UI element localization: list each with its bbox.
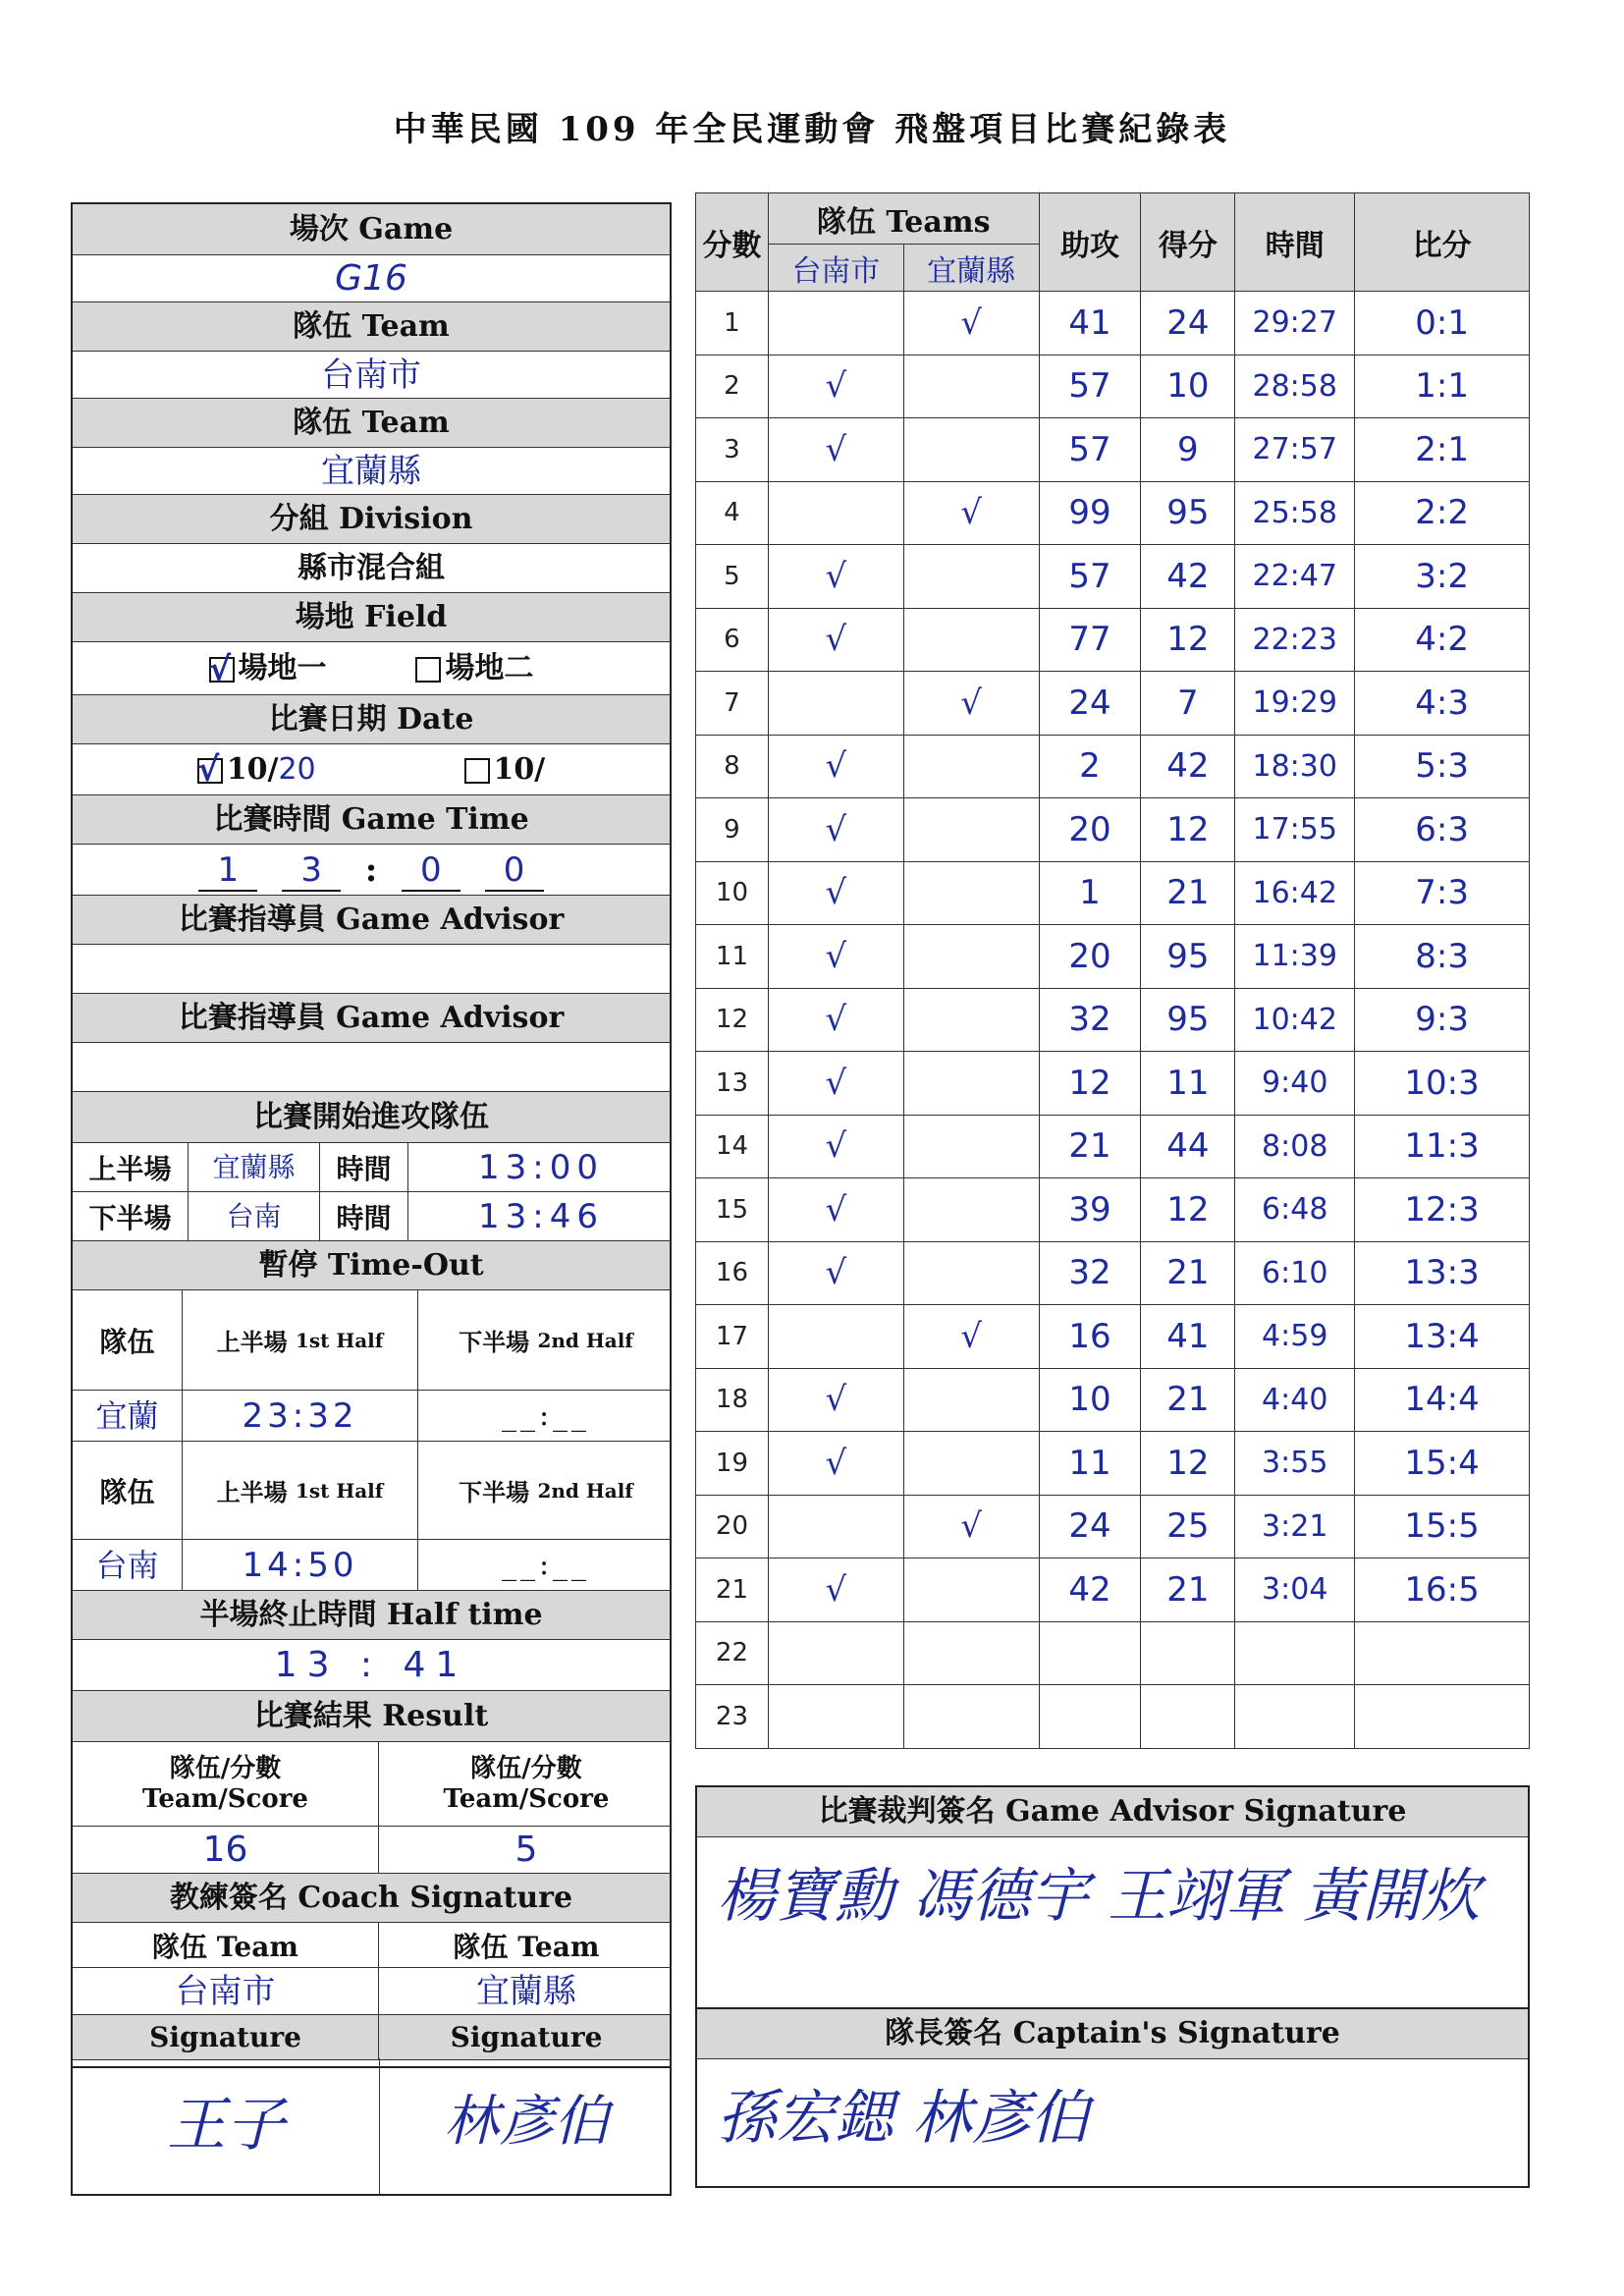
second-half-time-label: 時間 (320, 1192, 408, 1240)
time-cell[interactable]: 25:58 (1235, 481, 1355, 545)
goal-cell[interactable]: 41 (1141, 1305, 1235, 1369)
point-no: 19 (696, 1432, 769, 1496)
goal-cell[interactable]: 12 (1141, 1178, 1235, 1242)
score-cell[interactable]: 1:1 (1355, 355, 1530, 418)
assist-cell[interactable]: 32 (1039, 988, 1141, 1052)
time-cell[interactable]: 4:40 (1235, 1368, 1355, 1432)
table-row (696, 988, 1530, 1052)
goal-cell[interactable]: 21 (1141, 861, 1235, 925)
point-no: 9 (696, 798, 769, 862)
team-a-mark[interactable]: √ (768, 608, 903, 672)
score-cell[interactable]: 13:4 (1355, 1305, 1530, 1369)
coach-signature-box (71, 2058, 672, 2196)
signature-header-row (73, 2015, 670, 2060)
assist-cell[interactable]: 11 (1039, 1432, 1141, 1496)
assist-cell[interactable]: 16 (1039, 1305, 1141, 1369)
first-half-row (73, 1143, 670, 1192)
second-half-time[interactable]: 13:46 (478, 1197, 604, 1236)
team-a-mark[interactable]: √ (768, 1241, 903, 1305)
result-score2[interactable]: 5 (514, 1830, 538, 1870)
timeout-second-half: 下半場 2nd Half (459, 1328, 633, 1356)
time-cell[interactable]: 19:29 (1235, 672, 1355, 736)
goal-cell[interactable]: 12 (1141, 1432, 1235, 1496)
team-b-mark[interactable] (903, 1621, 1039, 1685)
score-cell[interactable] (1355, 1685, 1530, 1749)
team-a-mark[interactable]: √ (768, 1558, 903, 1622)
table-row (696, 1621, 1530, 1685)
team-a-mark[interactable] (768, 292, 903, 355)
team-a-mark[interactable]: √ (768, 1368, 903, 1432)
result-score1[interactable]: 16 (73, 1827, 379, 1873)
score-cell[interactable]: 8:3 (1355, 925, 1530, 989)
coach-team1-label: 隊伍 Team (73, 1923, 379, 1967)
goal-cell[interactable]: 95 (1141, 925, 1235, 989)
timeout-first-half: 上半場 1st Half (183, 1442, 418, 1539)
time-cell[interactable]: 16:42 (1235, 861, 1355, 925)
col-team-a: 台南市 (768, 245, 903, 292)
advisor2-label: 比賽指導員 Game Advisor (73, 994, 670, 1043)
goal-cell[interactable]: 42 (1141, 735, 1235, 798)
timeout2-second[interactable]: __:__ (501, 1548, 591, 1582)
assist-cell[interactable]: 12 (1039, 1052, 1141, 1116)
time-cell[interactable] (1235, 1685, 1355, 1749)
team-a-mark[interactable] (768, 1495, 903, 1558)
team-a-mark[interactable]: √ (768, 1178, 903, 1242)
team-a-mark[interactable]: √ (768, 925, 903, 989)
check-icon: √ (208, 650, 232, 689)
point-no: 10 (696, 861, 769, 925)
team-b-mark[interactable] (903, 988, 1039, 1052)
timeout-team-label: 隊伍 (73, 1442, 183, 1539)
point-no: 1 (696, 292, 769, 355)
table-row (696, 481, 1530, 545)
team-b-mark[interactable] (903, 925, 1039, 989)
assist-cell[interactable]: 24 (1039, 1495, 1141, 1558)
goal-cell[interactable]: 10 (1141, 355, 1235, 418)
goal-cell[interactable] (1141, 1685, 1235, 1749)
date-opt1-checkbox[interactable]: √ 10/20 (197, 752, 316, 787)
score-cell[interactable] (1355, 1621, 1530, 1685)
assist-cell[interactable]: 20 (1039, 925, 1141, 989)
goal-cell[interactable]: 25 (1141, 1495, 1235, 1558)
table-row (696, 1558, 1530, 1622)
halftime-value[interactable]: 13 : 41 (73, 1640, 670, 1691)
timeout1-team[interactable]: 宜蘭 (73, 1391, 183, 1441)
time-cell[interactable]: 6:10 (1235, 1241, 1355, 1305)
time-cell[interactable]: 29:27 (1235, 292, 1355, 355)
goal-cell[interactable]: 9 (1141, 418, 1235, 482)
time-cell[interactable]: 28:58 (1235, 355, 1355, 418)
team-a-mark[interactable] (768, 1305, 903, 1369)
timeout1-first[interactable]: 23:32 (183, 1391, 418, 1441)
signature-label-2: Signature (450, 2021, 603, 2053)
table-row (696, 861, 1530, 925)
goal-cell[interactable]: 95 (1141, 988, 1235, 1052)
team-b-mark[interactable] (903, 545, 1039, 609)
team-b-mark[interactable] (903, 1685, 1039, 1749)
team-a-mark[interactable]: √ (768, 1052, 903, 1116)
advisor1-label: 比賽指導員 Game Advisor (73, 896, 670, 945)
col-time: 時間 (1235, 193, 1355, 292)
time-cell[interactable]: 4:59 (1235, 1305, 1355, 1369)
point-no: 16 (696, 1241, 769, 1305)
time-cell[interactable]: 3:55 (1235, 1432, 1355, 1496)
coach-team2-label: 隊伍 Team (453, 1930, 600, 1963)
table-row (696, 1368, 1530, 1432)
advisor1-value[interactable] (73, 945, 670, 994)
table-row (696, 798, 1530, 862)
assist-cell[interactable]: 32 (1039, 1241, 1141, 1305)
timeout2-team[interactable]: 台南 (73, 1540, 183, 1590)
match-info-panel (71, 202, 672, 2068)
goal-cell[interactable]: 21 (1141, 1241, 1235, 1305)
coach-signature-1[interactable]: 王子 (167, 2091, 285, 2159)
referee-signatures[interactable]: 楊寶勳 馮德宇 王翊軍 黃開炊 (717, 1862, 1481, 1931)
goal-cell[interactable] (1141, 1621, 1235, 1685)
assist-cell[interactable]: 77 (1039, 608, 1141, 672)
team1-label: 隊伍 Team (73, 302, 670, 352)
score-cell[interactable]: 7:3 (1355, 861, 1530, 925)
coach-team-header-row (73, 1923, 670, 1968)
col-assist: 助攻 (1039, 193, 1141, 292)
goal-cell[interactable]: 42 (1141, 545, 1235, 609)
checkbox-checked[interactable] (196, 750, 223, 790)
assist-cell[interactable]: 41 (1039, 292, 1141, 355)
table-row (696, 1432, 1530, 1496)
result-score-row (73, 1827, 670, 1874)
goal-cell[interactable]: 95 (1141, 481, 1235, 545)
score-cell[interactable]: 10:3 (1355, 1052, 1530, 1116)
score-cell[interactable]: 15:4 (1355, 1432, 1530, 1496)
col-point-no: 分數 (696, 193, 769, 292)
timeout-second-half: 下半場 2nd Half (459, 1478, 633, 1506)
team-b-mark[interactable] (903, 355, 1039, 418)
time-cell[interactable]: 22:47 (1235, 545, 1355, 609)
time-cell[interactable] (1235, 1621, 1355, 1685)
assist-cell[interactable]: 21 (1039, 1115, 1141, 1178)
checkbox-empty[interactable] (415, 657, 441, 683)
score-cell[interactable]: 15:5 (1355, 1495, 1530, 1558)
time-cell[interactable]: 3:04 (1235, 1558, 1355, 1622)
team-a-mark[interactable]: √ (768, 1432, 903, 1496)
team-a-mark[interactable]: √ (768, 1115, 903, 1178)
team-b-mark[interactable]: √ (903, 292, 1039, 355)
coach-team1-value[interactable]: 台南市 (73, 1968, 379, 2014)
point-no: 7 (696, 672, 769, 736)
score-cell[interactable]: 5:3 (1355, 735, 1530, 798)
point-no: 13 (696, 1052, 769, 1116)
assist-cell[interactable] (1039, 1685, 1141, 1749)
first-half-time[interactable]: 13:00 (478, 1148, 604, 1187)
time-cell[interactable]: 6:48 (1235, 1178, 1355, 1242)
score-table (695, 192, 1530, 1749)
col-score: 比分 (1355, 193, 1530, 292)
field-opt2-checkbox[interactable]: 場地二 (415, 651, 533, 685)
team-b-mark[interactable] (903, 1241, 1039, 1305)
division-label: 分組 Division (73, 495, 670, 544)
score-cell[interactable]: 3:2 (1355, 545, 1530, 609)
field-label: 場地 Field (73, 593, 670, 642)
score-cell[interactable]: 14:4 (1355, 1368, 1530, 1432)
point-no: 23 (696, 1685, 769, 1749)
team-b-mark[interactable] (903, 798, 1039, 862)
goal-cell[interactable]: 21 (1141, 1368, 1235, 1432)
table-row (696, 672, 1530, 736)
assist-cell[interactable]: 24 (1039, 672, 1141, 736)
assist-cell[interactable]: 57 (1039, 355, 1141, 418)
team-b-mark[interactable] (903, 735, 1039, 798)
point-no: 14 (696, 1115, 769, 1178)
time-cell[interactable]: 17:55 (1235, 798, 1355, 862)
score-cell[interactable]: 11:3 (1355, 1115, 1530, 1178)
table-row (696, 1495, 1530, 1558)
table-row (696, 355, 1530, 418)
score-cell[interactable]: 2:2 (1355, 481, 1530, 545)
second-half-row (73, 1192, 670, 1241)
table-row (696, 1178, 1530, 1242)
table-row (696, 1115, 1530, 1178)
team-b-mark[interactable] (903, 1368, 1039, 1432)
checkbox-empty[interactable] (464, 758, 490, 784)
point-no: 4 (696, 481, 769, 545)
assist-cell[interactable]: 57 (1039, 418, 1141, 482)
assist-cell[interactable]: 42 (1039, 1558, 1141, 1622)
game-time-value[interactable]: 1 3 : 0 0 (73, 845, 670, 896)
halftime-label: 半場終止時間 Half time (73, 1591, 670, 1640)
table-row (696, 1305, 1530, 1369)
goal-cell[interactable]: 11 (1141, 1052, 1235, 1116)
goal-cell[interactable]: 24 (1141, 292, 1235, 355)
team-b-mark[interactable]: √ (903, 1305, 1039, 1369)
time-cell[interactable]: 11:39 (1235, 925, 1355, 989)
captain-signatures[interactable]: 孫宏鍶 林彥伯 (717, 2084, 1090, 2153)
timeout-team-label: 隊伍 (73, 1290, 183, 1390)
field-options (73, 642, 670, 695)
point-no: 22 (696, 1621, 769, 1685)
check-icon: √ (196, 750, 220, 790)
checkbox-checked[interactable] (208, 650, 235, 689)
col-team-b: 宜蘭縣 (903, 245, 1039, 292)
point-no: 3 (696, 418, 769, 482)
field-opt1-checkbox[interactable]: √ 場地一 (209, 651, 327, 685)
goal-cell[interactable]: 44 (1141, 1115, 1235, 1178)
table-row (696, 292, 1530, 355)
assist-cell[interactable]: 2 (1039, 735, 1141, 798)
score-cell[interactable]: 16:5 (1355, 1558, 1530, 1622)
score-cell[interactable]: 4:3 (1355, 672, 1530, 736)
col-goal: 得分 (1141, 193, 1235, 292)
point-no: 6 (696, 608, 769, 672)
assist-cell[interactable]: 39 (1039, 1178, 1141, 1242)
score-cell[interactable]: 2:1 (1355, 418, 1530, 482)
point-no: 18 (696, 1368, 769, 1432)
team-a-mark[interactable] (768, 1685, 903, 1749)
referee-signature-box (695, 1785, 1530, 2009)
game-label: 場次 Game (73, 204, 670, 255)
time-cell[interactable]: 27:57 (1235, 418, 1355, 482)
signature-label-1: Signature (73, 2015, 379, 2059)
first-half-time-label: 時間 (320, 1143, 408, 1191)
table-row (696, 418, 1530, 482)
result-header-row (73, 1742, 670, 1827)
table-row (696, 545, 1530, 609)
score-cell[interactable]: 9:3 (1355, 988, 1530, 1052)
goal-cell[interactable]: 7 (1141, 672, 1235, 736)
team-a-mark[interactable]: √ (768, 545, 903, 609)
coach-signature-2[interactable]: 林彥伯 (444, 2090, 609, 2154)
assist-cell[interactable]: 57 (1039, 545, 1141, 609)
team-a-mark[interactable] (768, 672, 903, 736)
time-cell[interactable]: 9:40 (1235, 1052, 1355, 1116)
assist-cell[interactable]: 10 (1039, 1368, 1141, 1432)
coach-team-value-row (73, 1968, 670, 2015)
captain-signature-label: 隊長簽名 Captain's Signature (697, 2009, 1528, 2059)
date-label: 比賽日期 Date (73, 695, 670, 744)
point-no: 21 (696, 1558, 769, 1622)
table-row (696, 1241, 1530, 1305)
assist-cell[interactable]: 1 (1039, 861, 1141, 925)
team2-label: 隊伍 Team (73, 399, 670, 448)
game-time-label: 比賽時間 Game Time (73, 795, 670, 845)
team-a-mark[interactable]: √ (768, 355, 903, 418)
assist-cell[interactable] (1039, 1621, 1141, 1685)
referee-signature-label: 比賽裁判簽名 Game Advisor Signature (697, 1787, 1528, 1837)
point-no: 17 (696, 1305, 769, 1369)
point-no: 2 (696, 355, 769, 418)
table-row (696, 1052, 1530, 1116)
team2-value[interactable]: 宜蘭縣 (73, 448, 670, 495)
game-value[interactable]: G16 (73, 255, 670, 302)
timeout-label: 暫停 Time-Out (73, 1241, 670, 1290)
team-a-mark[interactable] (768, 1621, 903, 1685)
team-b-mark[interactable] (903, 1558, 1039, 1622)
team-a-mark[interactable]: √ (768, 418, 903, 482)
team-a-mark[interactable]: √ (768, 861, 903, 925)
form-title: 中華民國 109 年全民運動會 飛盤項目比賽紀錄表 (393, 110, 1231, 149)
col-teams: 隊伍 Teams (768, 193, 1039, 245)
score-cell[interactable]: 12:3 (1355, 1178, 1530, 1242)
goal-cell[interactable]: 12 (1141, 798, 1235, 862)
team-b-mark[interactable] (903, 1178, 1039, 1242)
timeout-header-row-1 (73, 1290, 670, 1391)
second-half-team[interactable]: 台南 (189, 1192, 320, 1240)
team-b-mark[interactable]: √ (903, 672, 1039, 736)
result-label: 比賽結果 Result (73, 1691, 670, 1742)
table-row (696, 1685, 1530, 1749)
point-no: 20 (696, 1495, 769, 1558)
score-cell[interactable]: 13:3 (1355, 1241, 1530, 1305)
date-options (73, 744, 670, 795)
table-row (696, 925, 1530, 989)
timeout-first-half: 上半場 1st Half (183, 1290, 418, 1390)
timeout-header-row-2 (73, 1442, 670, 1540)
assist-cell[interactable]: 99 (1039, 481, 1141, 545)
assist-cell[interactable]: 20 (1039, 798, 1141, 862)
time-cell[interactable]: 10:42 (1235, 988, 1355, 1052)
goal-cell[interactable]: 21 (1141, 1558, 1235, 1622)
division-value: 縣市混合組 (73, 544, 670, 593)
team-b-mark[interactable] (903, 1115, 1039, 1178)
time-cell[interactable]: 8:08 (1235, 1115, 1355, 1178)
date-opt2-checkbox[interactable]: 10/ (464, 752, 546, 787)
advisor2-value[interactable] (73, 1043, 670, 1092)
coach-signature-label: 教練簽名 Coach Signature (73, 1874, 670, 1923)
team-a-mark[interactable]: √ (768, 988, 903, 1052)
second-half-label: 下半場 (73, 1192, 189, 1240)
score-cell[interactable]: 0:1 (1355, 292, 1530, 355)
point-no: 12 (696, 988, 769, 1052)
team-b-mark[interactable]: √ (903, 481, 1039, 545)
score-cell[interactable]: 4:2 (1355, 608, 1530, 672)
first-half-team[interactable]: 宜蘭縣 (189, 1143, 320, 1191)
team-b-mark[interactable] (903, 1052, 1039, 1116)
score-cell[interactable]: 6:3 (1355, 798, 1530, 862)
team-b-mark[interactable] (903, 861, 1039, 925)
time-cell[interactable]: 18:30 (1235, 735, 1355, 798)
timeout-row-1 (73, 1391, 670, 1442)
team-b-mark[interactable] (903, 608, 1039, 672)
start-offense-label: 比賽開始進攻隊伍 (73, 1092, 670, 1143)
team-a-mark[interactable]: √ (768, 735, 903, 798)
team1-value[interactable]: 台南市 (73, 352, 670, 399)
table-row (696, 735, 1530, 798)
team-b-mark[interactable]: √ (903, 1495, 1039, 1558)
first-half-label: 上半場 (73, 1143, 189, 1191)
point-no: 5 (696, 545, 769, 609)
timeout1-second[interactable]: __:__ (501, 1398, 591, 1433)
team-b-mark[interactable] (903, 418, 1039, 482)
team-a-mark[interactable] (768, 481, 903, 545)
result-col1-header: 隊伍/分數 Team/Score (73, 1742, 379, 1826)
goal-cell[interactable]: 12 (1141, 608, 1235, 672)
point-no: 11 (696, 925, 769, 989)
table-row (696, 608, 1530, 672)
timeout-row-2 (73, 1540, 670, 1591)
team-a-mark[interactable]: √ (768, 798, 903, 862)
point-no: 15 (696, 1178, 769, 1242)
point-no: 8 (696, 735, 769, 798)
coach-team2-value[interactable]: 宜蘭縣 (476, 1972, 576, 2011)
result-col2-header: 隊伍/分數 Team/Score (443, 1754, 610, 1814)
team-b-mark[interactable] (903, 1432, 1039, 1496)
timeout2-first[interactable]: 14:50 (183, 1540, 418, 1590)
time-cell[interactable]: 22:23 (1235, 608, 1355, 672)
captain-signature-box (695, 2007, 1530, 2188)
time-cell[interactable]: 3:21 (1235, 1495, 1355, 1558)
